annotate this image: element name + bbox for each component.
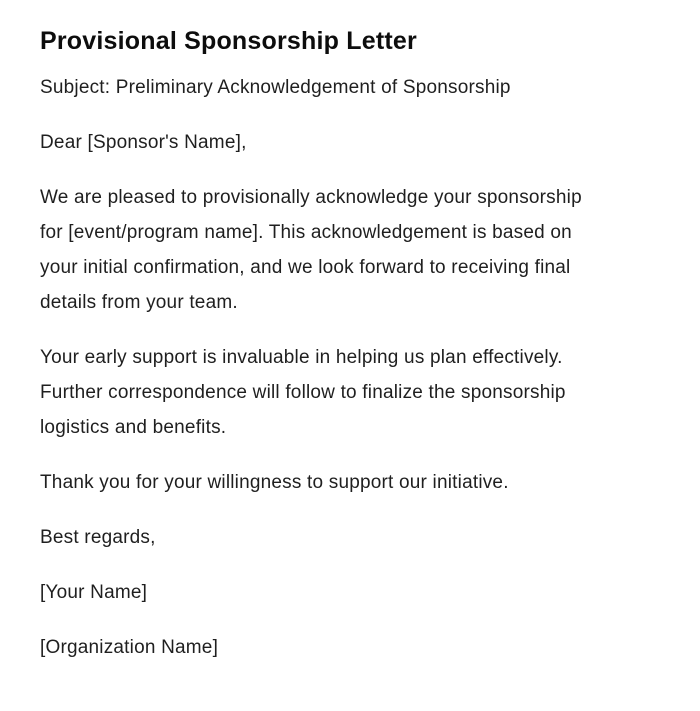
subject-line: Subject: Preliminary Acknowledgement of Sponsorship <box>40 77 511 98</box>
letter-paragraph-1: We are pleased to provisionally acknowledge your sponsorship for [event/program name]. This acknowledgement is based on your initial confirmation, and we look forward to receiving final details from your team. <box>40 187 582 313</box>
closing: Best regards, <box>40 527 156 548</box>
signature-name: [Your Name] <box>40 582 148 603</box>
letter-paragraph-3: Thank you for your willingness to support our initiative. <box>40 472 509 493</box>
salutation: Dear [Sponsor's Name], <box>40 132 247 153</box>
letter-title: Provisional Sponsorship Letter <box>40 27 417 55</box>
signature-organization: [Organization Name] <box>40 637 219 658</box>
letter-paragraph-2: Your early support is invaluable in helping us plan effectively. Further correspondence will follow to finalize the sponsorship logistics and benefits. <box>40 347 566 438</box>
